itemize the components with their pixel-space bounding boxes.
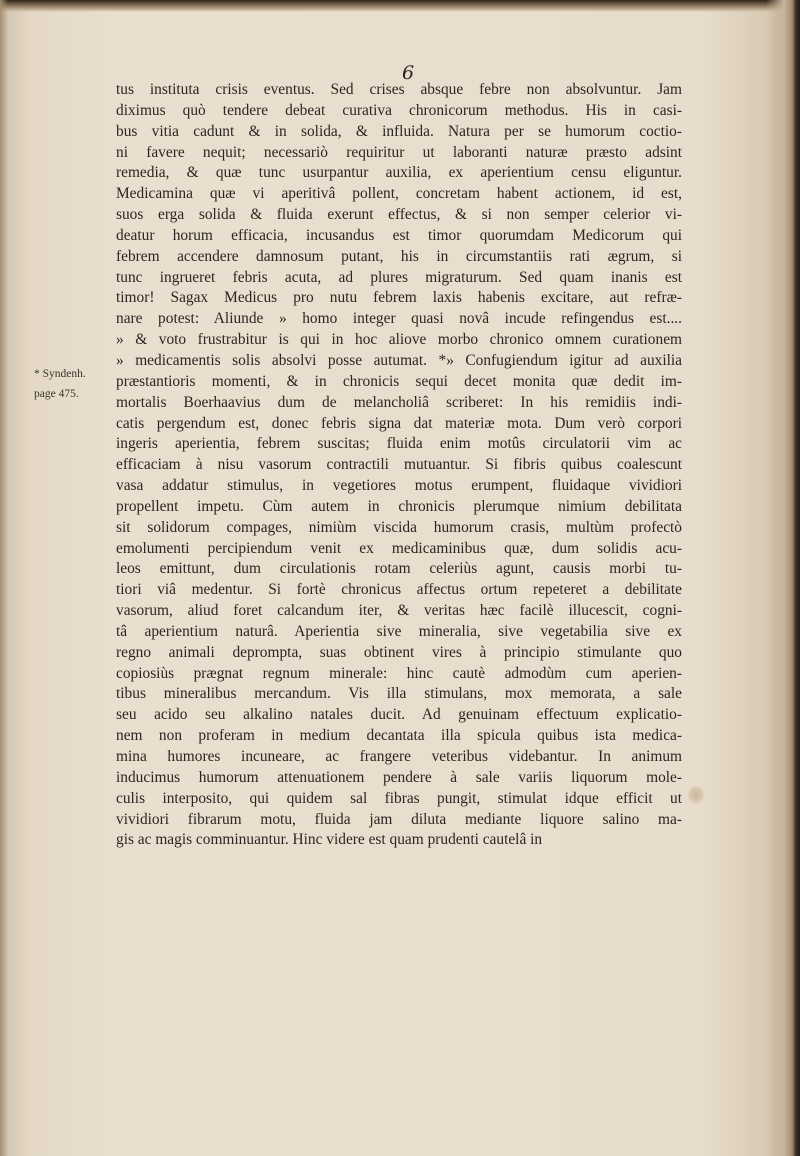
text-line: vasorum, aliud foret calcandum iter, & veritas hæc facilè illucescit, cogni- (116, 602, 682, 620)
text-line: leos emittunt, dum circulationis rotam celeriùs agunt, causis morbi tu- (116, 560, 682, 578)
text-line: bus vitia cadunt & in solida, & influida. Natura per se humorum coctio- (116, 122, 682, 140)
text-line: febrem accendere damnosum putant, his in circumstantiis rati ægrum, si (116, 247, 682, 265)
text-line: tâ aperientium naturâ. Aperientia sive mineralia, sive vegetabilia sive ex (116, 622, 682, 640)
text-line: tus instituta crisis eventus. Sed crises absque febre non absolvuntur. Jam (116, 81, 682, 98)
text-line: emolumenti percipiendum venit ex medicaminibus quæ, dum solidis acu- (116, 539, 682, 557)
text-line: remedia, & quæ tunc usurpantur auxilia, ex aperientium censu eliguntur. (116, 164, 682, 182)
text-line: deatur horum efficacia, incusandus est timor quorumdam Medicorum qui (116, 226, 682, 244)
text-line: mina humores incuneare, ac frangere veteribus videbantur. In animum (116, 748, 682, 765)
page-left-edge (0, 0, 8, 1156)
text-line: Medicamina quæ vi aperitivâ pollent, concretam habent actionem, id est, (116, 185, 682, 203)
text-line: culis interposito, qui quidem sal fibras pungit, stimulat idque efficit ut (116, 789, 682, 807)
margin-note-line: page 475. (34, 388, 79, 400)
text-line: nem non proferam in medium decantata illa spicula quibus ista medica- (116, 727, 682, 745)
text-line: tiori viâ medentur. Si fortè chronicus affectus ortum repeteret a debilitate (116, 581, 682, 599)
text-line: vividiori fibrarum motu, fluida jam diluta mediante liquore salino ma- (116, 810, 682, 828)
text-line: mortalis Boerhaavius dum de melancholiâ scriberet: In his remidiis indi- (116, 393, 682, 411)
text-line: inducimus humorum attenuationem pendere à sale variis liquorum mole- (116, 768, 682, 786)
text-line: nare potest: Aliunde » homo integer quasi novâ incude refingendus est.... (116, 310, 682, 328)
text-line: vasa addatur stimulus, in vegetiores motus erumpent, fluidaque vividiori (116, 477, 682, 495)
text-line: » medicamentis solis absolvi posse autumat. *» Confugiendum igitur ad auxilia (116, 351, 682, 369)
body-text (116, 80, 682, 851)
text-line: » & voto frustrabitur is qui in hoc aliove morbo chronico omnem curationem (116, 331, 682, 349)
text-line: timor! Sagax Medicus pro nutu febrem laxis habenis excitare, aut refræ- (116, 289, 682, 307)
text-line: diximus quò tendere debeat curativa chronicorum methodus. His in casi- (116, 101, 682, 119)
text-line: seu acido seu alkalino natales ducit. Ad genuinam effectuum explicatio- (116, 706, 682, 724)
page-number: 6 (402, 62, 415, 84)
margin-note (34, 364, 114, 404)
page-right-edge (766, 0, 800, 1156)
text-line: sit solidorum compages, nimiùm viscida humorum crasis, multùm profectò (116, 518, 682, 536)
text-line: efficaciam à nisu vasorum contractili mutuantur. Si fibris quibus coalescunt (116, 456, 682, 474)
paper-stain (688, 786, 704, 804)
text-line: tibus mineralibus mercandum. Vis illa stimulans, mox memorata, a sale (116, 685, 682, 703)
text-line: copiosiùs prægnat regnum minerale: hinc cautè admodùm cum aperien- (116, 664, 682, 682)
text-line: ni favere nequit; necessariò requiritur ut laboranti naturæ præsto adsint (116, 143, 682, 161)
page-top-shadow (0, 0, 800, 12)
text-line: tunc ingrueret febris acuta, ad plures migraturum. Sed quam inanis est (116, 268, 682, 286)
text-line: gis ac magis comminuantur. Hinc videre est quam prudenti cautelâ in (116, 831, 543, 849)
text-line: propellent impetu. Cùm autem in chronicis plerumque nimium debilitata (116, 497, 682, 515)
margin-note-line: * Syndenh. (34, 368, 86, 380)
text-line: præstantioris momenti, & in chronicis sequi decet monita quæ dedit im- (116, 372, 682, 390)
text-line: suos erga solida & fluida exerunt effectus, & si non semper celerior vi- (116, 206, 682, 224)
text-line: catis pergendum est, donec febris signa dat materiæ mota. Dum verò corpori (116, 414, 682, 432)
text-line: ingeris aperientia, febrem suscitas; fluida enim motûs circulatorii vim ac (116, 435, 682, 453)
text-line: regno animali deprompta, suas obtinent vires à principio stimulante quo (116, 643, 682, 661)
